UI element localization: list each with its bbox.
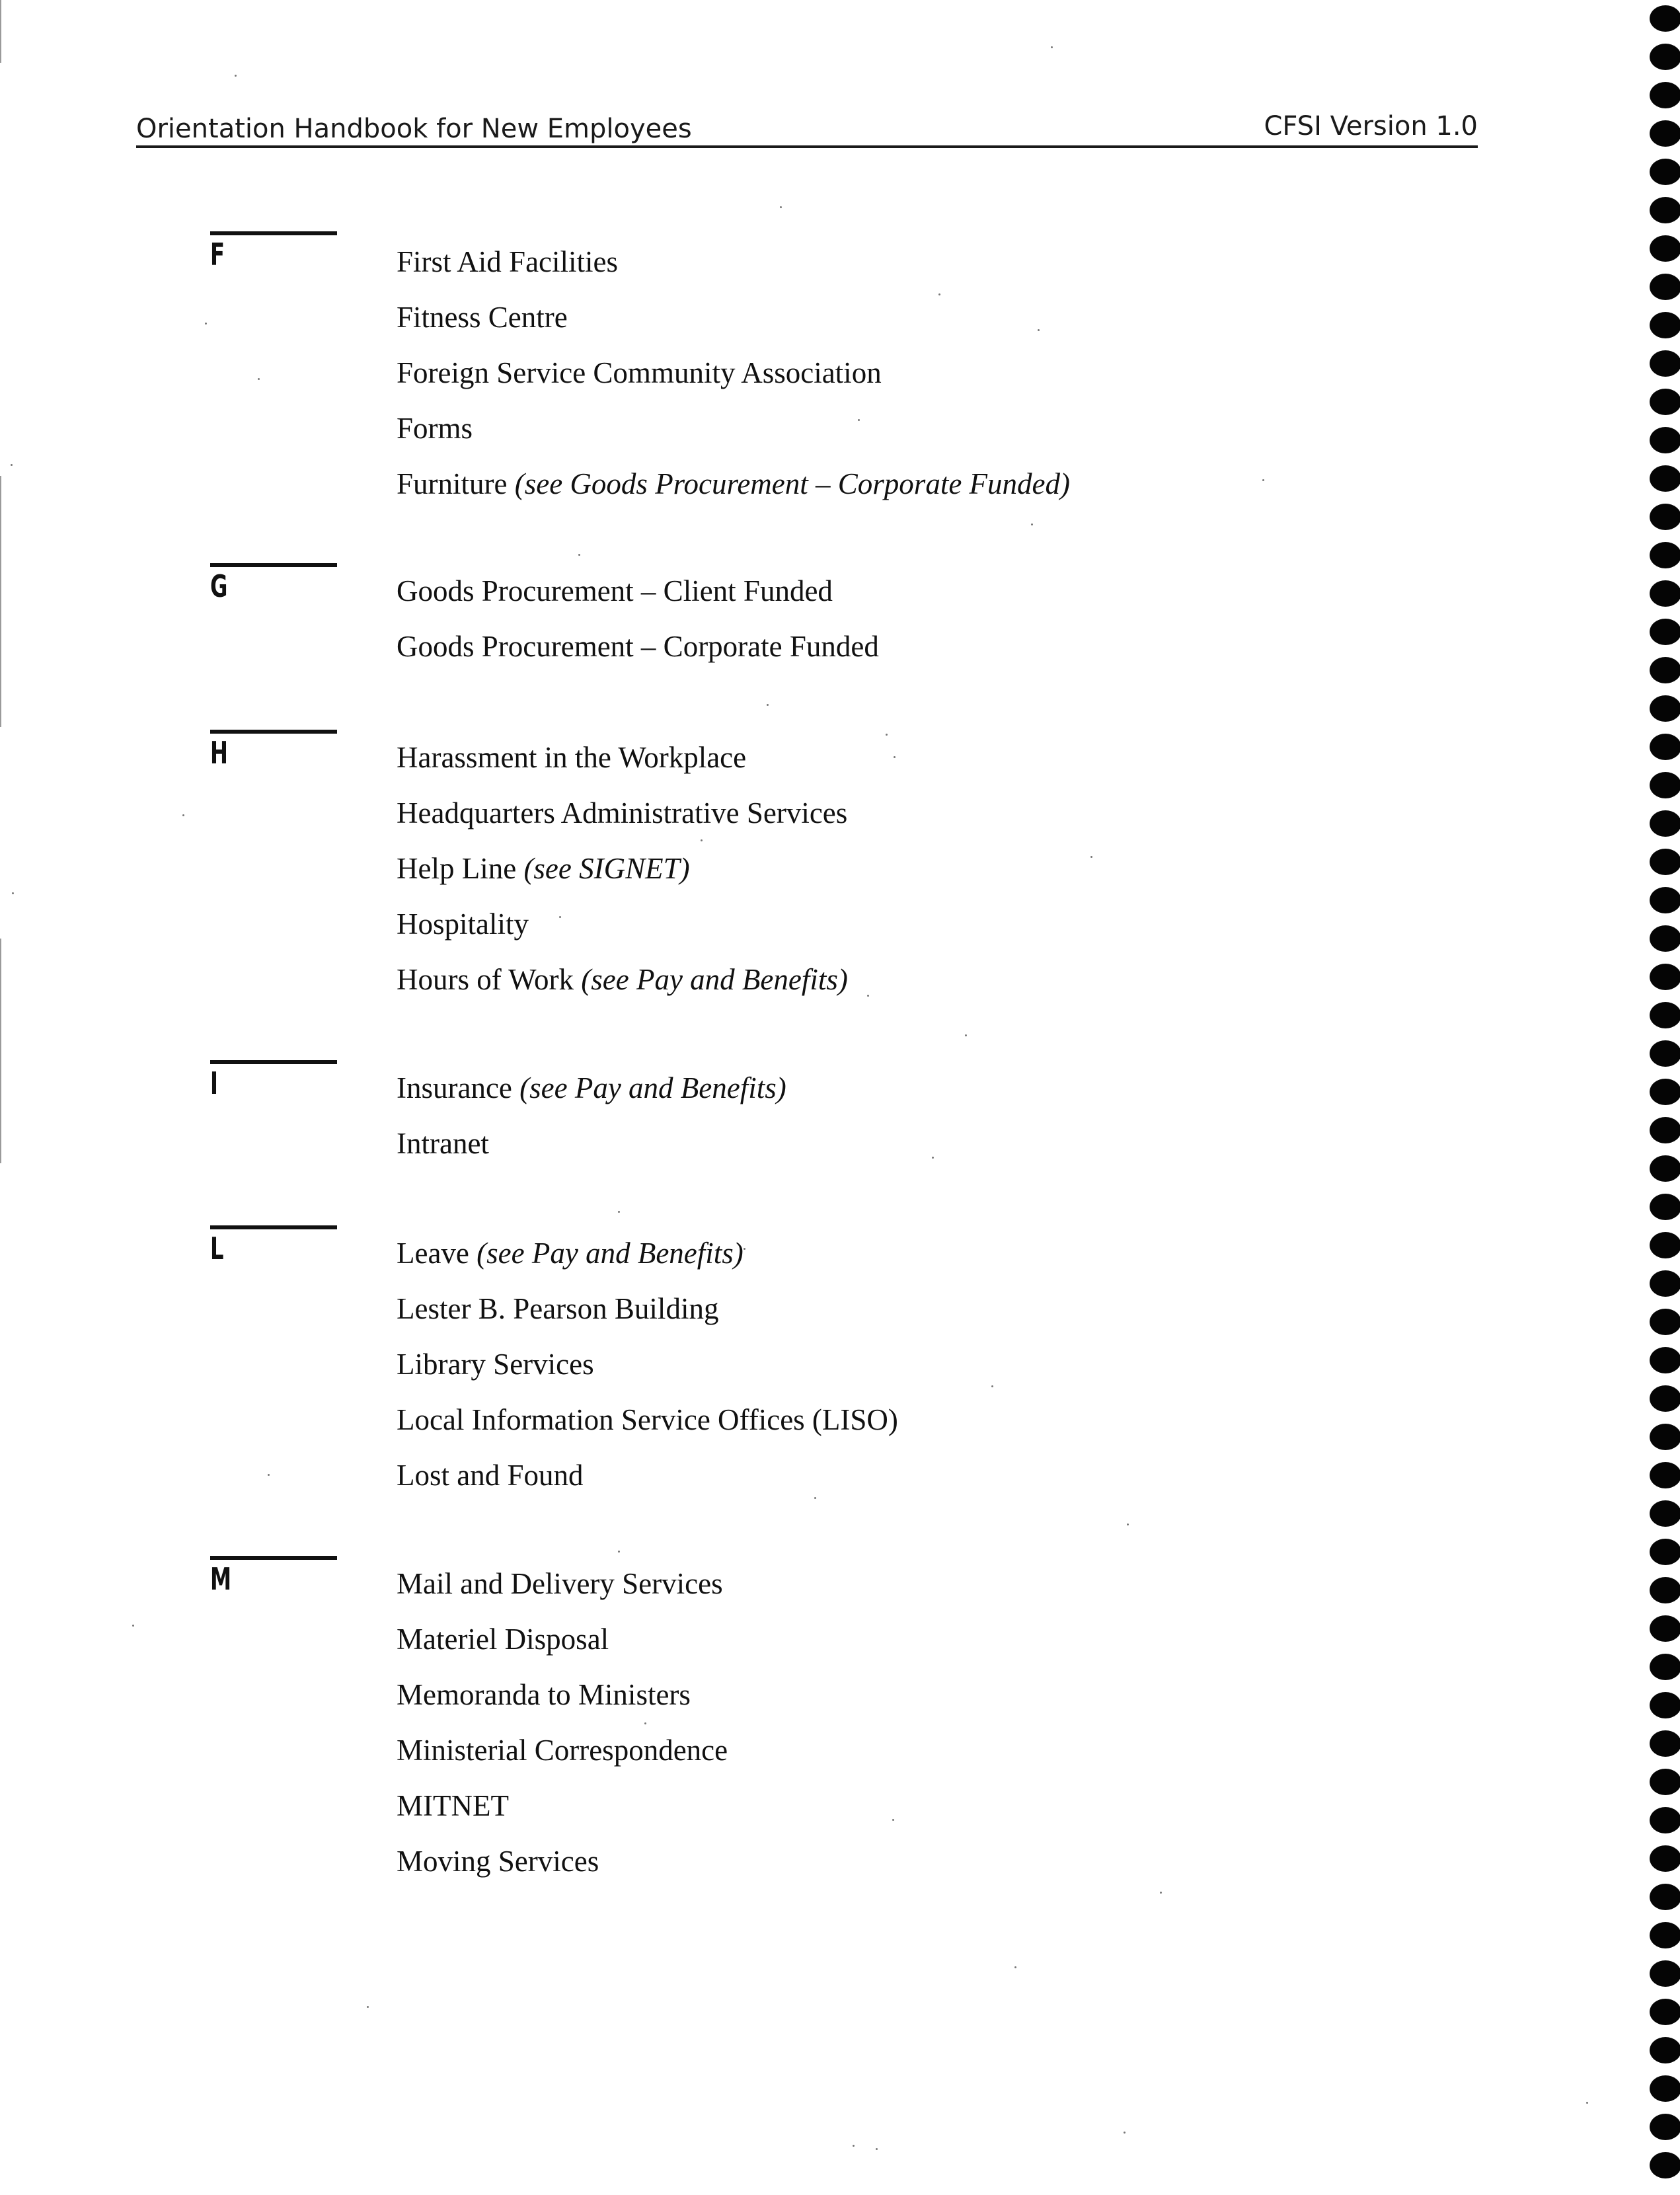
scan-speck (932, 1157, 934, 1159)
punch-hole (1650, 274, 1680, 300)
index-entry (397, 952, 848, 1007)
entry-note: (see Pay and Benefits) (477, 1237, 744, 1270)
punch-hole (1650, 1079, 1680, 1105)
index-entry (397, 1225, 898, 1281)
entry-text: Intranet (397, 1127, 489, 1160)
scan-speck (1262, 479, 1264, 481)
scan-speck (853, 2145, 855, 2147)
index-entry (397, 456, 1070, 512)
scan-speck (132, 1625, 134, 1627)
scan-speck (235, 75, 237, 77)
scan-speck (618, 1211, 620, 1213)
scan-speck (867, 995, 869, 997)
entry-list (397, 1060, 786, 1171)
punch-hole (1650, 1117, 1680, 1143)
punch-hole (1650, 657, 1680, 683)
punch-hole (1650, 1194, 1680, 1220)
version-label: CFSI Version 1.0 (1264, 111, 1478, 141)
scan-edge-line-middle (0, 476, 1, 727)
index-entry (397, 841, 848, 896)
punch-hole (1650, 1347, 1680, 1373)
entry-list (397, 234, 1070, 512)
scan-speck (886, 734, 888, 736)
entry-list (397, 1556, 728, 1889)
punch-hole (1650, 159, 1680, 185)
punch-hole (1650, 619, 1680, 645)
index-entry (397, 1060, 786, 1116)
scan-speck (1160, 1892, 1162, 1894)
punch-hole (1650, 389, 1680, 415)
entry-text: Leave (397, 1237, 477, 1270)
punch-hole (1650, 1424, 1680, 1450)
punch-hole (1650, 197, 1680, 223)
scan-speck (814, 1497, 816, 1499)
scan-speck (12, 892, 14, 894)
section-rule (210, 1225, 337, 1229)
punch-hole (1650, 1692, 1680, 1718)
punch-hole (1650, 542, 1680, 568)
punch-hole (1650, 964, 1680, 990)
scan-speck (701, 839, 703, 841)
section-rule (210, 563, 337, 567)
index-entry (397, 896, 848, 952)
index-entry (397, 401, 1070, 456)
entry-text: Help Line (397, 852, 524, 885)
scan-speck (205, 323, 207, 325)
punch-hole (1650, 5, 1680, 32)
entry-text: Fitness Centre (397, 301, 568, 334)
scan-speck (876, 2148, 878, 2150)
punch-hole (1650, 2075, 1680, 2102)
punch-hole (1650, 2152, 1680, 2178)
punch-hole (1650, 1309, 1680, 1335)
punch-hole (1650, 925, 1680, 952)
section-letter: G (210, 568, 228, 604)
scan-speck (894, 756, 896, 758)
entry-text: Forms (397, 412, 473, 445)
index-entry (397, 1611, 728, 1667)
entry-text: Lost and Found (397, 1459, 584, 1492)
punch-hole (1650, 120, 1680, 147)
entry-note: (see Pay and Benefits) (581, 963, 848, 996)
entry-text: Moving Services (397, 1845, 599, 1878)
scan-speck (744, 1248, 745, 1250)
section-letter: F (210, 237, 225, 272)
scan-speck (892, 1819, 894, 1821)
entry-text: Hours of Work (397, 963, 582, 996)
entry-list (397, 563, 879, 674)
scan-speck (644, 1722, 646, 1724)
punch-hole (1650, 1232, 1680, 1258)
scan-speck (268, 1474, 270, 1476)
section-rule (210, 1556, 337, 1560)
section-letter: L (210, 1231, 224, 1266)
scan-speck (258, 378, 260, 380)
index-entry (397, 1116, 786, 1171)
punch-hole (1650, 1002, 1680, 1028)
punch-hole (1650, 504, 1680, 530)
scan-edge-line-lower (0, 939, 1, 1163)
entry-text: Local Information Service Offices (LISO) (397, 1403, 898, 1436)
scan-speck (1586, 2102, 1588, 2104)
index-entry (397, 730, 848, 785)
punch-hole (1650, 82, 1680, 108)
scan-speck (182, 814, 184, 816)
scan-speck (1014, 1966, 1016, 1968)
entry-text: Insurance (397, 1071, 520, 1104)
section-letter: I (210, 1065, 218, 1101)
section-letter: H (210, 735, 228, 771)
scan-speck (559, 916, 561, 918)
entry-text: Ministerial Correspondence (397, 1734, 728, 1767)
punch-hole (1650, 1615, 1680, 1642)
scan-speck (938, 293, 940, 295)
index-entry (397, 1392, 898, 1447)
section-rule (210, 231, 337, 235)
punch-hole (1650, 887, 1680, 913)
scan-speck (367, 2006, 369, 2008)
punch-hole (1650, 580, 1680, 607)
entry-text: Mail and Delivery Services (397, 1567, 723, 1600)
punch-hole (1650, 2037, 1680, 2063)
punch-hole (1650, 1539, 1680, 1565)
index-entry (397, 1667, 728, 1722)
punch-hole (1650, 1462, 1680, 1488)
punch-hole (1650, 810, 1680, 837)
section-letter: M (210, 1561, 232, 1597)
entry-text: Hospitality (397, 907, 529, 941)
entry-text: Furniture (397, 467, 515, 500)
index-entry (397, 1447, 898, 1503)
scan-speck (780, 206, 782, 208)
punch-hole (1650, 350, 1680, 377)
punch-hole (1650, 695, 1680, 722)
punch-hole (1650, 2114, 1680, 2140)
index-entry (397, 1556, 728, 1611)
entry-text: Library Services (397, 1348, 594, 1381)
binder-punch-holes (1640, 0, 1680, 2195)
scan-speck (618, 1551, 620, 1553)
entry-list (397, 1225, 898, 1503)
punch-hole (1650, 1922, 1680, 1948)
entry-note: (see SIGNET) (523, 852, 690, 885)
entry-text: Harassment in the Workplace (397, 741, 747, 774)
entry-text: Headquarters Administrative Services (397, 796, 848, 829)
index-entry (397, 1833, 728, 1889)
punch-hole (1650, 1730, 1680, 1757)
scan-speck (965, 1034, 967, 1036)
entry-text: First Aid Facilities (397, 245, 619, 278)
scan-speck (1038, 329, 1040, 331)
section-rule (210, 1060, 337, 1064)
punch-hole (1650, 1884, 1680, 1910)
index-entry (397, 1281, 898, 1336)
page-header (136, 99, 1478, 148)
punch-hole (1650, 1845, 1680, 1872)
entry-note: (see Goods Procurement – Corporate Funded) (514, 467, 1070, 500)
punch-hole (1650, 44, 1680, 70)
entry-text: Memoranda to Ministers (397, 1678, 691, 1711)
punch-hole (1650, 1040, 1680, 1067)
entry-text: Materiel Disposal (397, 1623, 609, 1656)
punch-hole (1650, 1270, 1680, 1297)
entry-text: MITNET (397, 1789, 509, 1822)
punch-hole (1650, 1769, 1680, 1795)
index-entry (397, 234, 1070, 289)
index-entry (397, 619, 879, 674)
index-entry (397, 289, 1070, 345)
punch-hole (1650, 1654, 1680, 1680)
punch-hole (1650, 465, 1680, 492)
scan-speck (1124, 2132, 1126, 2134)
punch-hole (1650, 312, 1680, 338)
scan-speck (991, 1385, 993, 1387)
scan-speck (767, 704, 769, 706)
punch-hole (1650, 1960, 1680, 1987)
scan-speck (1051, 46, 1053, 48)
punch-hole (1650, 1385, 1680, 1412)
entry-note: (see Pay and Benefits) (519, 1071, 786, 1104)
entry-list (397, 730, 848, 1007)
scan-speck (1031, 523, 1033, 525)
scan-speck (858, 419, 860, 421)
entry-text: Lester B. Pearson Building (397, 1292, 719, 1325)
scan-speck (11, 464, 13, 466)
scan-speck (578, 554, 580, 556)
index-entry (397, 1778, 728, 1833)
punch-hole (1650, 1807, 1680, 1833)
punch-hole (1650, 1999, 1680, 2025)
handbook-title: Orientation Handbook for New Employees (136, 114, 692, 144)
punch-hole (1650, 1500, 1680, 1527)
section-rule (210, 730, 337, 734)
index-entry (397, 1336, 898, 1392)
punch-hole (1650, 235, 1680, 262)
punch-hole (1650, 1155, 1680, 1182)
scan-speck (1090, 856, 1092, 858)
index-entry (397, 1722, 728, 1778)
punch-hole (1650, 427, 1680, 453)
punch-hole (1650, 772, 1680, 798)
entry-text: Goods Procurement – Corporate Funded (397, 630, 879, 663)
punch-hole (1650, 734, 1680, 760)
index-entry (397, 345, 1070, 401)
scan-edge-line-top (0, 0, 1, 63)
scan-speck (1127, 1523, 1129, 1525)
punch-hole (1650, 1577, 1680, 1603)
entry-text: Foreign Service Community Association (397, 356, 882, 389)
entry-text: Goods Procurement – Client Funded (397, 574, 833, 607)
index-entry (397, 563, 879, 619)
index-entry (397, 785, 848, 841)
punch-hole (1650, 849, 1680, 875)
